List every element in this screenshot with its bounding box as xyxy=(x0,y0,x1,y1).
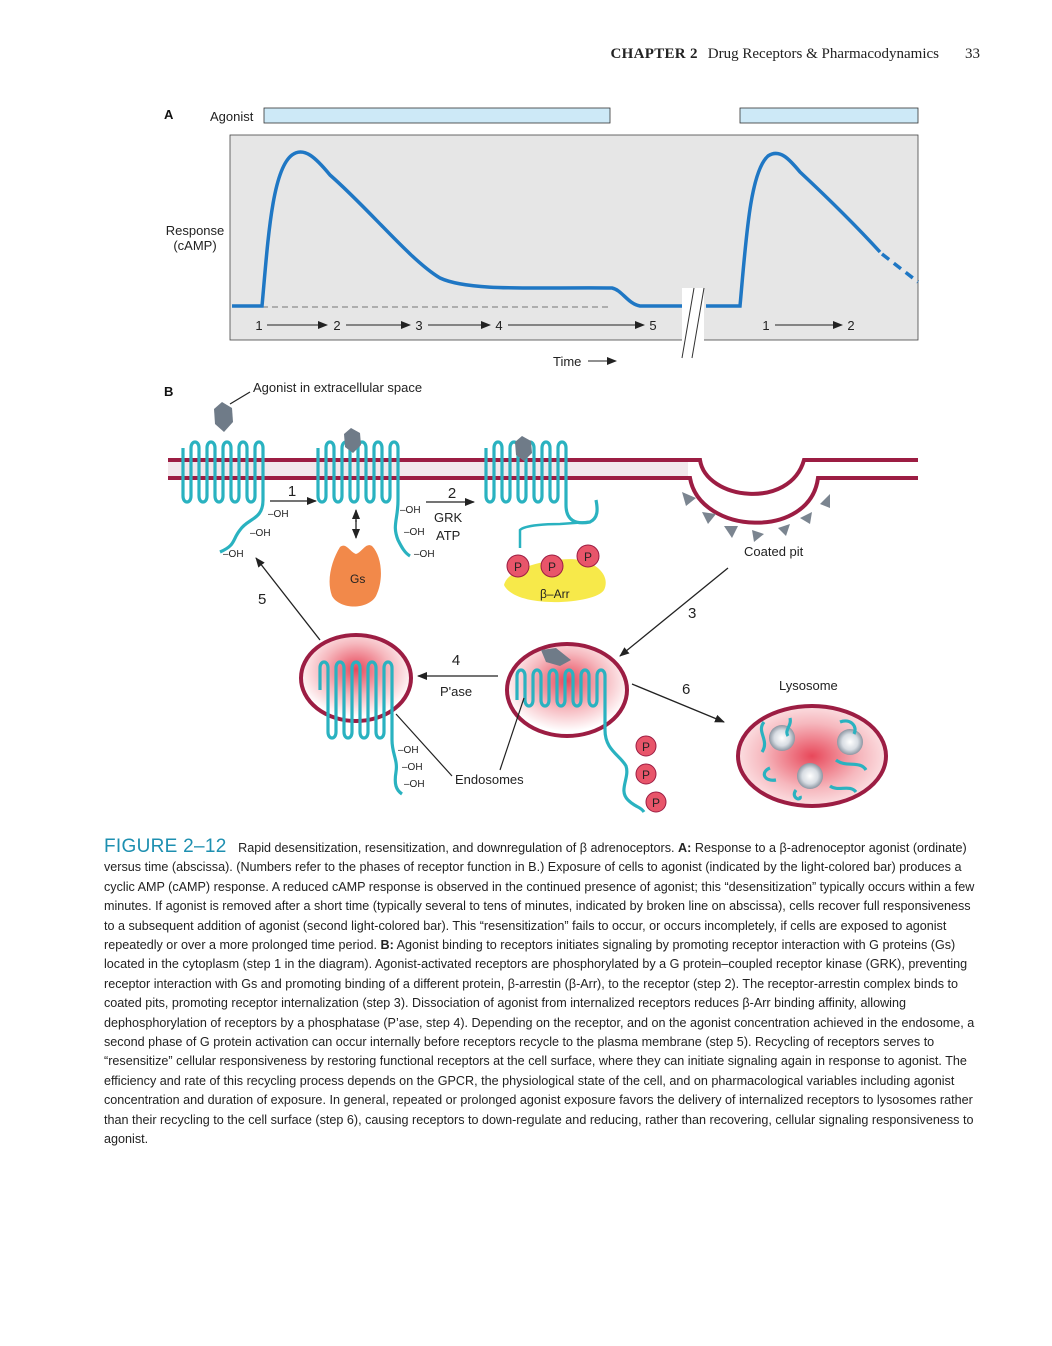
phase-3: 3 xyxy=(415,318,423,333)
phosphate-r3-3-label: P xyxy=(583,550,593,564)
chapter-title: Drug Receptors & Pharmacodynamics xyxy=(707,46,939,62)
chapter-label: CHAPTER 2 xyxy=(610,46,698,62)
coated-pit-label: Coated pit xyxy=(744,544,804,559)
step-2-label: 2 xyxy=(447,485,457,502)
grk-label: GRK xyxy=(434,510,463,525)
pase-label: P'ase xyxy=(439,684,473,699)
receptor-3 xyxy=(486,442,597,523)
agonist-molecule-free xyxy=(214,402,233,432)
oh-label-r2b: –OH xyxy=(404,527,425,538)
agonist-pointer-line xyxy=(230,392,250,404)
lysosome-vesicle-3 xyxy=(797,763,823,789)
page-number: 33 xyxy=(965,46,980,62)
panel-b-label: B xyxy=(164,384,174,399)
lysosome-vesicle-2 xyxy=(837,729,863,755)
receptor-3-tail xyxy=(520,522,588,548)
lysosome-label: Lysosome xyxy=(779,678,838,693)
clathrin-3 xyxy=(724,526,738,538)
phosphate-r3-1-label: P xyxy=(513,560,523,574)
oh-label-r1b: –OH xyxy=(250,528,271,539)
lysosome xyxy=(738,706,886,806)
endosome-left xyxy=(301,635,411,721)
camp-label: (cAMP) xyxy=(173,238,217,253)
step-3-label: 3 xyxy=(688,605,697,622)
step-3-arrow xyxy=(620,568,728,656)
caption-a-label: A: xyxy=(678,841,692,855)
phase-2: 2 xyxy=(333,318,341,333)
response-plot-area xyxy=(230,135,918,340)
endosomes-label: Endosomes xyxy=(455,772,524,787)
step-5-label: 5 xyxy=(258,591,267,608)
clathrin-4 xyxy=(752,530,764,542)
oh-label-e3: –OH xyxy=(404,779,425,790)
time-label: Time xyxy=(553,354,582,369)
figure-caption xyxy=(104,837,984,1150)
phase-5: 5 xyxy=(649,318,657,333)
agonist-label: Agonist xyxy=(210,109,254,124)
phosphate-endo-2-label: P xyxy=(641,768,651,782)
clathrin-2 xyxy=(702,512,716,524)
caption-title: Rapid desensitization, resensitization, and downregulation of β adrenoceptors. xyxy=(238,841,675,855)
caption-a-text: Response to a β-adrenoceptor agonist (ordinate) versus time (abscissa). (Numbers refer to the phases of receptor function in B.) Exposure of cells to agonist (indicated by the light-colored bar) produces a cyclic AMP (cAMP) response. A reduced cAMP response is observed in the continued presence of agonist; this “desensitization” typically occurs within a few minutes. If agonist is removed after a short time (typically several to tens of minutes, indicated by broken line on abscissa), cells recover full responsiveness to a subsequent addition of agonist (second light-colored bar). This “resensitization” fails to occur, or occurs incompletely, if cells are exposed to agonist repeatedly or over a more prolonged time period. xyxy=(104,841,975,953)
axis-break-gap xyxy=(682,288,704,358)
phase-1: 1 xyxy=(255,318,263,333)
agonist-extracellular-label: Agonist in extracellular space xyxy=(253,380,423,395)
oh-label-r1a: –OH xyxy=(268,509,289,520)
clathrin-6 xyxy=(800,512,812,524)
agonist-bar-1 xyxy=(264,108,610,123)
step-1-label: 1 xyxy=(287,483,297,500)
phosphate-r3-2-label: P xyxy=(547,560,557,574)
barr-label: β–Arr xyxy=(540,587,570,601)
step-4-label: 4 xyxy=(451,652,461,669)
step-6-label: 6 xyxy=(682,681,691,698)
oh-label-e1: –OH xyxy=(398,745,419,756)
phosphate-endo-1-label: P xyxy=(641,740,651,754)
step-6-arrow xyxy=(632,684,724,722)
phosphate-endo-3-label: P xyxy=(651,796,661,810)
phase-2-repeat: 2 xyxy=(847,318,855,333)
phase-1-repeat: 1 xyxy=(762,318,770,333)
clathrin-7 xyxy=(820,494,830,508)
oh-label-r1c: –OH xyxy=(223,549,244,560)
caption-b-label: B: xyxy=(380,938,394,953)
oh-label-r2c: –OH xyxy=(414,549,435,560)
panel-a-label: A xyxy=(164,107,174,122)
agonist-bar-2 xyxy=(740,108,918,123)
oh-label-r2a: –OH xyxy=(400,505,421,516)
caption-b-text: Agonist binding to receptors initiates signaling by promoting receptor interaction with G proteins (Gs) located in the cytoplasm (step 1 in the diagram). Agonist-activated receptors are phosphorylated by a G protein–coupled receptor kinase (GRK), preventing receptor interaction with Gs and promoting binding of a different protein, β-arrestin (β-Arr), to the receptor (step 2). The receptor-arrestin complex binds to coated pits, promoting receptor internalization (step 3). Dissociation of agonist from internalized receptors reduces β-Arr binding affinity, allowing dephosphorylation of receptors by a phosphatase (P’ase, step 4). Depending on the receptor, and on the agonist concentration achieved in the endosome, a second phase of G protein activation can occur internally before receptors recycle to the plasma membrane (step 5). Recycling of receptors serves to “resensitize” cellular responsiveness by restoring functional receptors at the cell surface, where they can initiate signaling again in response to agonist. The efficiency and rate of this recycling process depends on the GPCR, the physiological state of the cell, and on pharmacological variables including agonist concentration and duration of exposure. In general, repeated or prolonged agonist exposure favors the delivery of internalized receptors to lysosomes rather than their recycling to the cell surface (step 6), causing receptors to down-regulate and reducing, rather than recovering, cellular signaling responsiveness to agonist. xyxy=(104,938,975,1147)
response-label: Response xyxy=(165,223,225,238)
oh-label-e2: –OH xyxy=(402,762,423,773)
phase-4: 4 xyxy=(495,318,503,333)
figure-label: FIGURE 2–12 xyxy=(104,836,227,857)
gs-label: Gs xyxy=(350,572,366,586)
atp-label: ATP xyxy=(436,528,461,543)
lysosome-vesicle-1 xyxy=(769,725,795,751)
clathrin-5 xyxy=(778,524,790,536)
